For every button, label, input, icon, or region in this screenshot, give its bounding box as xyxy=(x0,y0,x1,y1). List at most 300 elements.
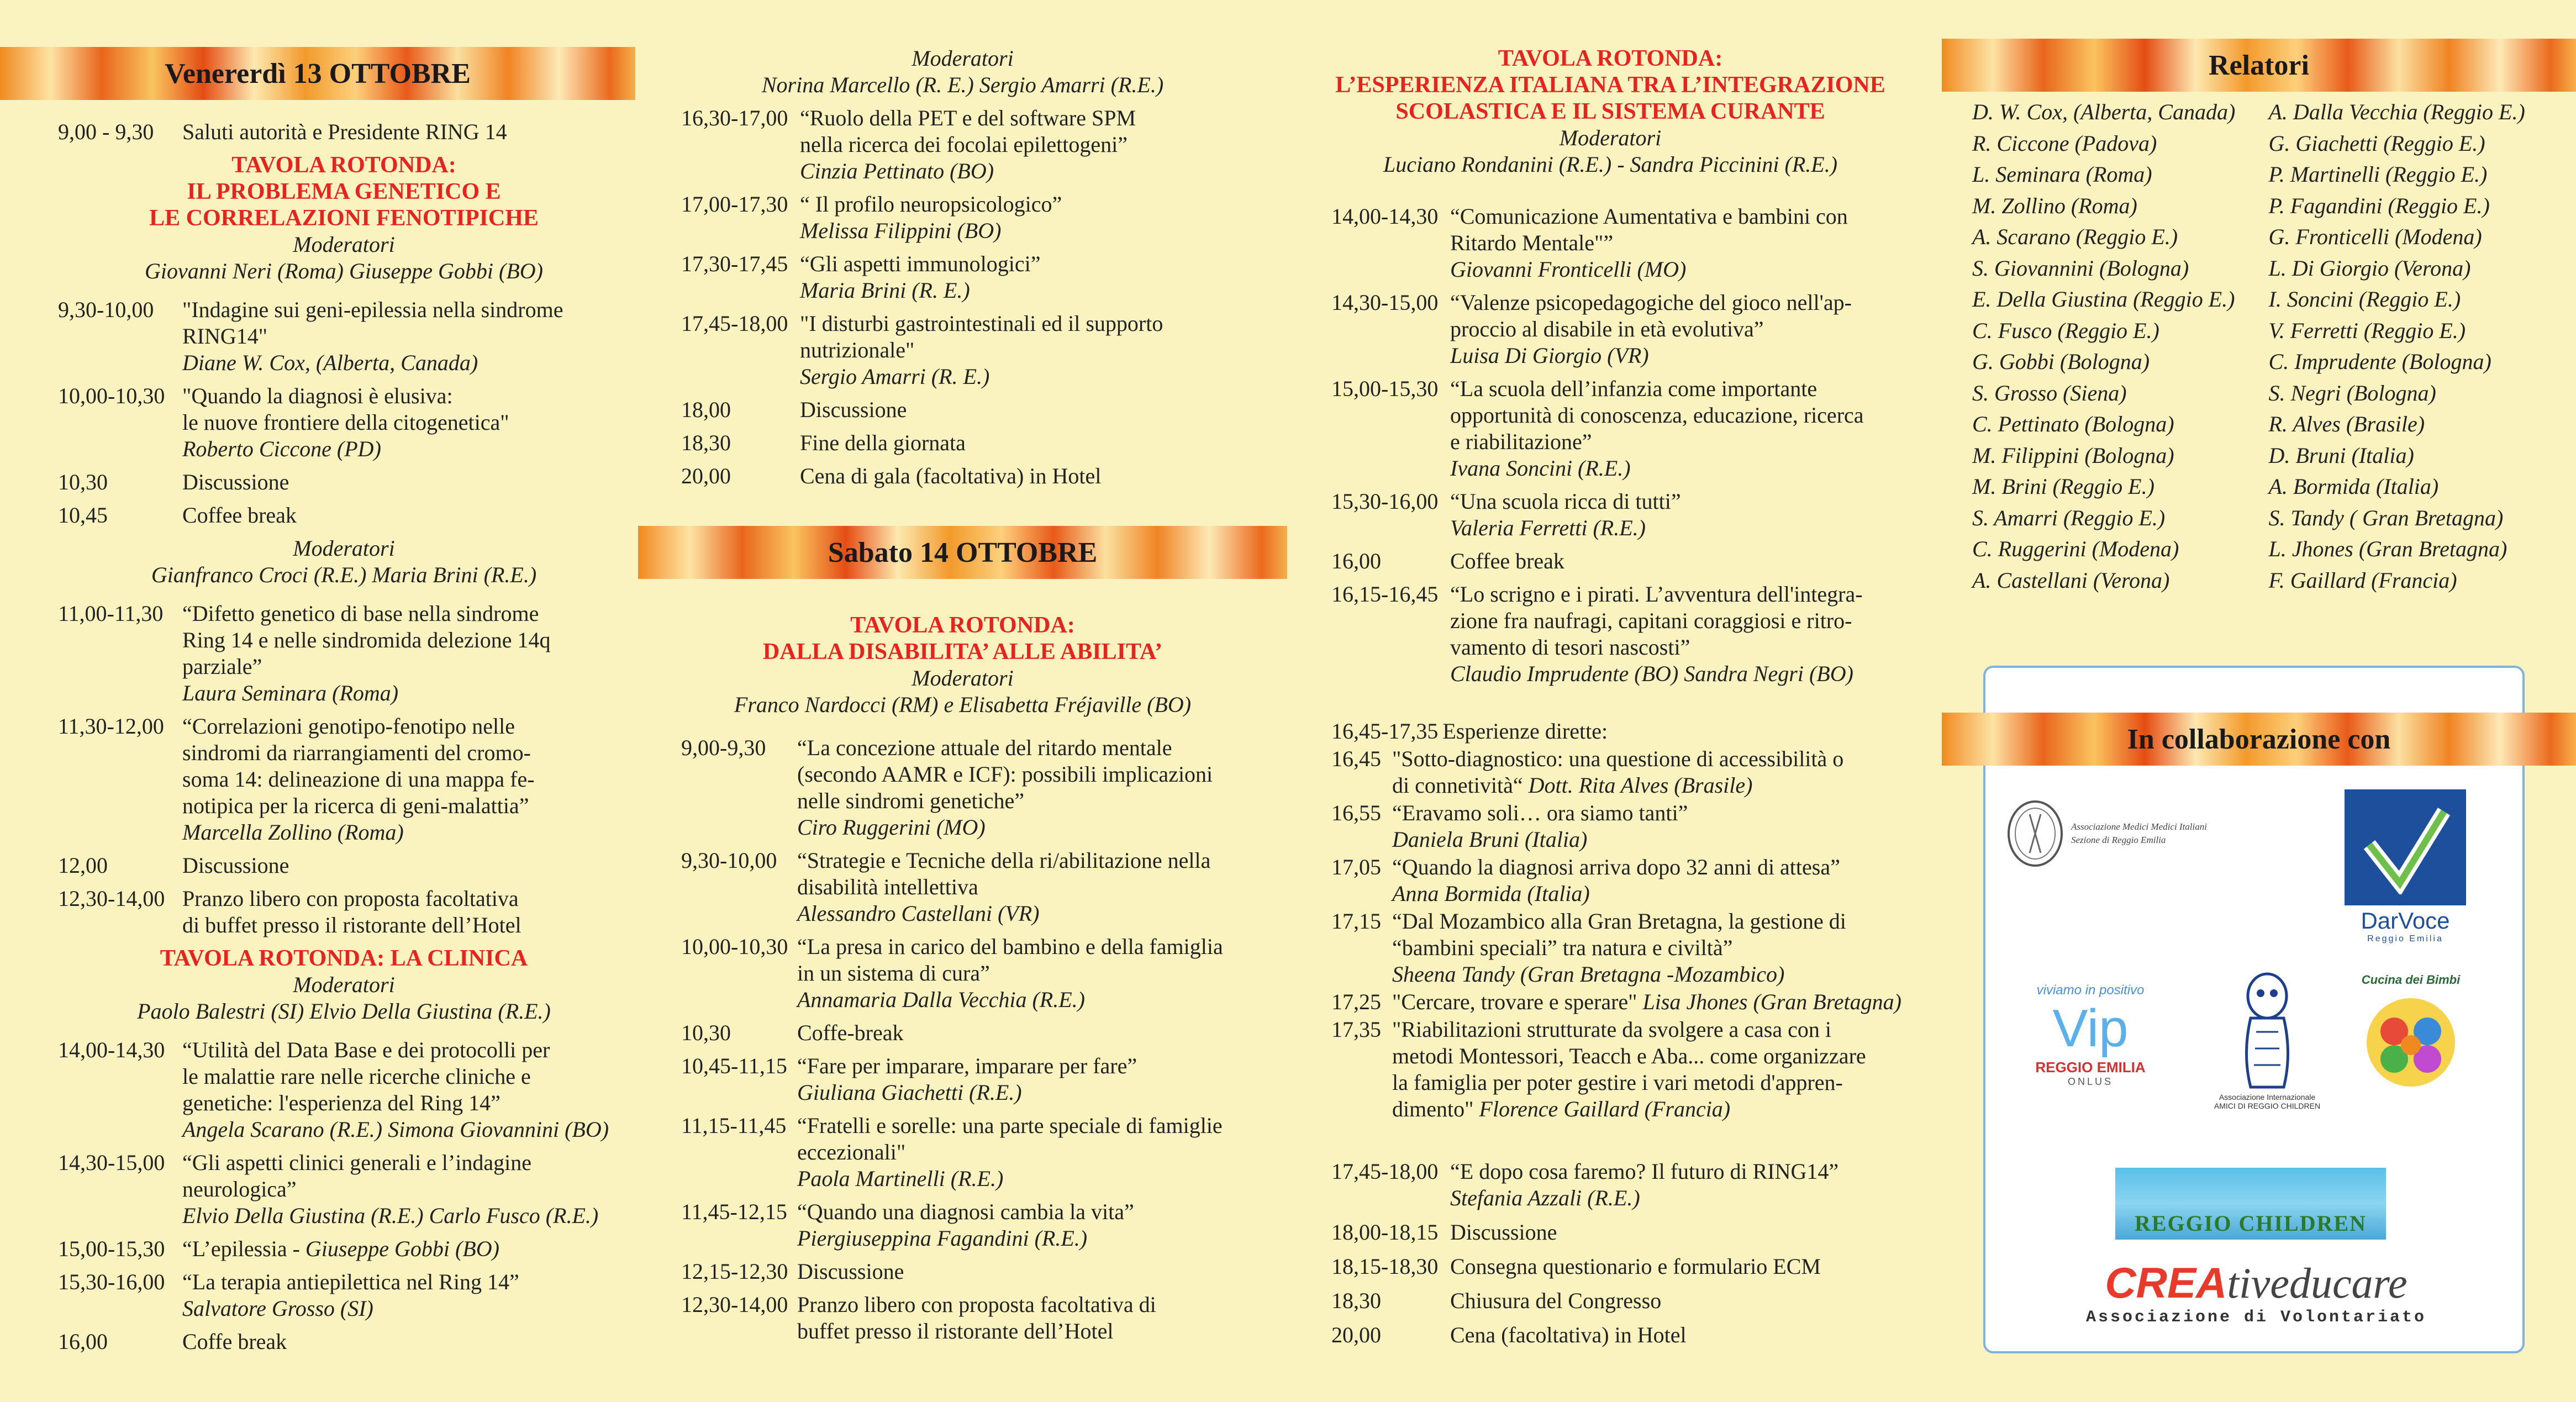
programme-item xyxy=(1331,746,1922,799)
relatore: F. Gaillard (Francia) xyxy=(2268,567,2457,593)
item-text-line: “La scuola dell’infanzia come importante xyxy=(1450,376,1818,401)
item-text-line: Discussione xyxy=(800,397,907,422)
moderators xyxy=(58,231,630,284)
programme-item xyxy=(58,297,630,376)
item-text-line: Discussione xyxy=(797,1259,904,1284)
programme-item xyxy=(1331,1219,1922,1246)
round-table-line: IL PROBLEMA GENETICO E xyxy=(187,179,501,204)
moderators-names: Norina Marcello (R. E.) Sergio Amarri (R.E.) xyxy=(761,72,1164,97)
item-speaker: Sergio Amarri (R. E.) xyxy=(800,364,990,389)
relatore: E. Della Giustina (Reggio E.) xyxy=(1972,287,2235,312)
item-time: 10,45 xyxy=(58,503,108,528)
item-content xyxy=(1450,488,1922,541)
item-time: 16,45 xyxy=(1331,746,1381,771)
relatore: G. Fronticelli (Modena) xyxy=(2268,224,2482,249)
cucina-circle-icon xyxy=(2356,987,2466,1098)
item-time: 11,30-12,00 xyxy=(58,714,164,739)
relatore: M. Filippini (Bologna) xyxy=(1972,442,2174,468)
item-time: 20,00 xyxy=(681,463,731,488)
round-table-line: LE CORRELAZIONI FENOTIPICHE xyxy=(149,205,539,231)
item-speaker: Melissa Filippini (BO) xyxy=(800,218,1002,243)
column-relatori xyxy=(1934,0,2576,1402)
relatore: A. Castellani (Verona) xyxy=(1972,567,2170,593)
relatore: D. W. Cox, (Alberta, Canada) xyxy=(1972,99,2236,124)
item-text-line: “Ruolo della PET e del software SPM xyxy=(800,106,1136,130)
item-speaker: Claudio Imprudente (BO) Sandra Negri (BO) xyxy=(1450,661,1853,686)
item-content xyxy=(182,469,630,496)
item-speaker: Ivana Soncini (R.E.) xyxy=(1450,456,1631,481)
item-text-line: RING14" xyxy=(182,324,268,349)
item-speaker: Elvio Della Giustina (R.E.) Carlo Fusco (R.E.) xyxy=(182,1203,599,1228)
item-speaker: Luisa Di Giorgio (VR) xyxy=(1450,343,1649,368)
item-speaker: Giuliana Giachetti (R.E.) xyxy=(797,1080,1022,1105)
relatore: S. Amarri (Reggio E.) xyxy=(1972,505,2166,530)
programme-item xyxy=(58,502,630,529)
item-time: 14,00-14,30 xyxy=(1331,204,1439,229)
item-speaker: Stefania Azzali (R.E.) xyxy=(1450,1185,1640,1210)
collaborazione-banner: In collaborazione con xyxy=(1942,713,2576,766)
item-text-line: Pranzo libero con proposta facoltativa xyxy=(182,886,519,911)
moderators-top xyxy=(638,45,1287,98)
programme-item xyxy=(58,852,630,879)
item-text-line: Pranzo libero con proposta facoltativa di xyxy=(797,1292,1156,1317)
item-time: 16,00 xyxy=(1331,549,1381,573)
logo-associazione-medici xyxy=(2005,789,2259,878)
relatore: A. Scarano (Reggio E.) xyxy=(1972,224,2178,249)
moderators-names: Giovanni Neri (Roma) Giuseppe Gobbi (BO) xyxy=(145,259,543,283)
item-text-line: Fine della giornata xyxy=(800,430,966,455)
item-content xyxy=(1392,1016,1922,1122)
relatore: G. Giachetti (Reggio E.) xyxy=(2268,130,2485,156)
item-speaker: Anna Bormida (Italia) xyxy=(1392,881,1590,906)
item-text-line: Coffe-break xyxy=(797,1020,904,1045)
item-text-line: “Comunicazione Aumentativa e bambini con xyxy=(1450,204,1848,229)
relatore: C. Pettinato (Bologna) xyxy=(1972,412,2174,436)
item-text-line: “Difetto genetico di base nella sindrome xyxy=(182,601,539,626)
item-text-line: la famiglia per poter gestire i vari metodi d'appren- xyxy=(1392,1070,1843,1095)
item-time: 16,55 xyxy=(1331,800,1381,825)
item-time: 9,30-10,00 xyxy=(681,848,777,873)
relatore: S. Tandy ( Gran Bretagna) xyxy=(2268,505,2504,530)
relatore: A. Dalla Vecchia (Reggio E.) xyxy=(2268,99,2525,124)
item-time: 16,30-17,00 xyxy=(681,106,788,130)
programme-item xyxy=(681,251,1276,304)
item-time: 18,30 xyxy=(681,430,731,455)
item-time: 17,25 xyxy=(1331,989,1381,1014)
cucina-name: Cucina dei Bimbi xyxy=(2361,973,2461,987)
item-time: 15,30-16,00 xyxy=(1331,489,1439,514)
item-text-line: eccezionali" xyxy=(797,1140,906,1164)
item-text-line: “Una scuola ricca di tutti” xyxy=(1450,489,1681,514)
programme-item xyxy=(58,600,630,707)
round-table-disabilita xyxy=(638,612,1287,718)
column-friday-afternoon-saturday xyxy=(638,0,1287,1402)
item-content xyxy=(797,1020,1276,1046)
relatore: C. Ruggerini (Modena) xyxy=(1972,536,2179,561)
item-speaker: Dott. Rita Alves (Brasile) xyxy=(1528,773,1753,798)
item-text-line: nutrizionale" xyxy=(800,338,915,362)
relatore: V. Ferretti (Reggio E.) xyxy=(2268,318,2466,343)
programme-item xyxy=(58,1037,630,1143)
programme-item xyxy=(681,191,1276,244)
item-content xyxy=(1450,581,1922,687)
relatore: M. Brini (Reggio E.) xyxy=(1972,474,2154,499)
item-text-line: (secondo AAMR e ICF): possibili implicazioni xyxy=(797,762,1213,787)
item-content xyxy=(182,713,630,846)
item-time: 14,00-14,30 xyxy=(58,1037,165,1062)
programme-item xyxy=(1331,800,1922,853)
item-text-line: Discussione xyxy=(182,853,289,878)
item-time: 18,00-18,15 xyxy=(1331,1220,1439,1245)
item-text-line: “Quando una diagnosi cambia la vita” xyxy=(797,1199,1134,1224)
item-time: 11,15-11,45 xyxy=(681,1113,787,1138)
column-saturday-afternoon xyxy=(1287,0,1934,1402)
item-time: 10,45-11,15 xyxy=(681,1053,787,1078)
item-text-line: nella ricerca dei focolai epilettogeni” xyxy=(800,132,1128,157)
item-time: 18,30 xyxy=(1331,1288,1381,1313)
programme-item xyxy=(681,934,1276,1013)
programme-item xyxy=(58,1269,630,1322)
item-content xyxy=(1392,908,1922,988)
moderators-label: Moderatori xyxy=(293,972,395,997)
item-text-line: di connetività“ Dott. Rita Alves (Brasile) xyxy=(1392,773,1753,798)
round-table-line: TAVOLA ROTONDA: xyxy=(850,613,1075,638)
item-text-line: Saluti autorità e Presidente RING 14 xyxy=(182,119,507,144)
item-text-line: “Gli aspetti clinici generali e l’indagine xyxy=(182,1150,531,1175)
moderators-label: Moderatori xyxy=(912,46,1014,71)
item-speaker: Sheena Tandy (Gran Bretagna -Mozambico) xyxy=(1392,962,1785,987)
item-speaker: Laura Seminara (Roma) xyxy=(182,681,399,705)
item-text-line: "Quando la diagnosi è elusiva: xyxy=(182,383,453,408)
relatori-list xyxy=(1972,97,2554,596)
item-text-line: "Cercare, trovare e sperare" Lisa Jhones (Gran Bretagna) xyxy=(1392,989,1901,1014)
item-text-line: “Gli aspetti immunologici” xyxy=(800,251,1041,276)
programme-item xyxy=(1331,1016,1922,1122)
item-speaker: Salvatore Grosso (SI) xyxy=(182,1296,373,1321)
programme-item xyxy=(681,463,1276,489)
item-speaker: Giovanni Fronticelli (MO) xyxy=(1450,257,1687,282)
friday-programme xyxy=(0,119,638,1362)
programme-item xyxy=(1331,1322,1922,1348)
item-content xyxy=(1392,800,1922,853)
collaboration-box xyxy=(1983,666,2525,1353)
item-text-line: “La presa in carico del bambino e della famiglia xyxy=(797,934,1223,959)
closing-programme xyxy=(1287,1158,1934,1356)
item-speaker: Alessandro Castellani (VR) xyxy=(797,901,1040,926)
round-table-line: DALLA DISABILITA’ ALLE ABILITA’ xyxy=(762,639,1163,665)
item-text-line: “Quando la diagnosi arriva dopo 32 anni di attesa” xyxy=(1392,855,1840,879)
item-content xyxy=(1450,203,1922,283)
item-time: 17,00-17,30 xyxy=(681,192,788,217)
item-text-line: “La terapia antiepilettica nel Ring 14” xyxy=(182,1269,519,1294)
darvoce-checkmark-icon xyxy=(2345,789,2466,905)
programme-item xyxy=(1331,289,1922,369)
programme-item xyxy=(681,105,1276,185)
item-time: 16,00 xyxy=(58,1329,108,1354)
item-speaker: Valeria Ferretti (R.E.) xyxy=(1450,515,1646,540)
item-content xyxy=(797,1199,1276,1252)
item-time: 17,30-17,45 xyxy=(681,251,788,276)
creativeducare-name: CREAtiveducare xyxy=(2105,1258,2408,1307)
item-speaker: Angela Scarano (R.E.) Simona Giovannini (BO) xyxy=(182,1117,609,1142)
item-time: 17,45-18,00 xyxy=(1331,1159,1439,1184)
column-friday xyxy=(0,0,638,1402)
round-table-line: TAVOLA ROTONDA: xyxy=(231,152,456,178)
item-time: 18,15-18,30 xyxy=(1331,1254,1439,1279)
programme-item xyxy=(1331,718,1922,745)
item-text-line: Coffe break xyxy=(182,1329,287,1354)
item-content xyxy=(182,852,630,879)
item-content xyxy=(1392,746,1922,799)
vip-name: Vip xyxy=(2052,999,2129,1058)
item-text-line: le nuove frontiere della citogenetica" xyxy=(182,410,509,435)
item-text-line: “Lo scrigno e i pirati. L’avventura dell'integra- xyxy=(1450,582,1863,607)
moderators-label: Moderatori xyxy=(912,666,1014,691)
item-speaker: Cinzia Pettinato (BO) xyxy=(800,159,994,183)
item-speaker: Daniela Bruni (Italia) xyxy=(1392,827,1588,852)
moderators-names: Gianfranco Croci (R.E.) Maria Brini (R.E.) xyxy=(151,562,537,587)
item-text-line: proccio al disabile in età evolutiva” xyxy=(1450,317,1764,341)
relatori-banner: Relatori xyxy=(1942,39,2576,92)
item-text-line: le malattie rare nelle ricerche cliniche e xyxy=(182,1064,531,1089)
programme-item xyxy=(1331,1158,1922,1211)
item-text-line: “E dopo cosa faremo? Il futuro di RING14” xyxy=(1450,1159,1839,1184)
relatore: C. Fusco (Reggio E.) xyxy=(1972,318,2159,343)
programme-item xyxy=(1331,488,1922,541)
day-banner-friday: Venererdì 13 OTTOBRE xyxy=(0,47,635,100)
programme-item xyxy=(681,735,1276,841)
programme-item xyxy=(58,1236,630,1262)
item-text-line: “Valenze psicopedagogiche del gioco nell'ap- xyxy=(1450,290,1852,315)
item-time: 17,05 xyxy=(1331,855,1381,879)
item-time: 9,00-9,30 xyxy=(681,735,766,760)
item-text-line: Chiusura del Congresso xyxy=(1450,1288,1662,1313)
item-speaker: Ciro Ruggerini (MO) xyxy=(797,815,986,840)
item-content xyxy=(800,430,1276,456)
item-content xyxy=(1392,854,1922,907)
relatore: I. Soncini (Reggio E.) xyxy=(2268,287,2461,312)
item-speaker: Marcella Zollino (Roma) xyxy=(182,820,404,845)
day-banner-saturday: Sabato 14 OTTOBRE xyxy=(638,526,1287,579)
relatore: R. Alves (Brasile) xyxy=(2268,412,2425,436)
relatore: A. Bormida (Italia) xyxy=(2268,474,2439,499)
item-content xyxy=(1450,1158,1922,1211)
programme-item xyxy=(1331,203,1922,283)
item-text-line: Consegna questionario e formulario ECM xyxy=(1450,1254,1821,1279)
item-time: 10,30 xyxy=(681,1020,731,1045)
moderators xyxy=(58,535,630,588)
medici-name: Associazione Medici Medici Italiani xyxy=(2071,821,2207,832)
item-text-line: Coffee break xyxy=(1450,549,1564,573)
saturday-programme xyxy=(638,735,1287,1351)
round-table-line: TAVOLA ROTONDA: xyxy=(1498,46,1723,71)
programme-item xyxy=(58,1329,630,1355)
programme-item xyxy=(681,1113,1276,1192)
item-time: 16,15-16,45 xyxy=(1331,582,1439,607)
item-text-line: di buffet presso il ristorante dell’Hotel xyxy=(182,913,521,937)
item-content xyxy=(182,1150,630,1229)
item-time: 12,15-12,30 xyxy=(681,1259,788,1284)
relatore: P. Martinelli (Reggio E.) xyxy=(2268,162,2488,187)
item-content xyxy=(800,310,1276,390)
item-text-line: Esperienze dirette: xyxy=(1442,719,1608,744)
item-text-line: genetiche: l'esperienza del Ring 14” xyxy=(182,1090,501,1115)
programme-item xyxy=(681,397,1276,423)
moderators-label: Moderatori xyxy=(293,232,395,257)
item-content xyxy=(182,297,630,376)
item-text-line: nelle sindromi genetiche” xyxy=(797,788,1024,813)
item-time: 16,45-17,35 xyxy=(1331,719,1439,744)
item-content xyxy=(1450,376,1922,482)
amici-line1: Associazione Internazionale xyxy=(2219,1093,2316,1101)
item-content xyxy=(1450,1288,1922,1314)
relatore: L. Jhones (Gran Bretagna) xyxy=(2268,536,2507,561)
item-text-line: notipica per la ricerca di geni-malattia” xyxy=(182,793,529,818)
item-text-line: Discussione xyxy=(182,470,289,494)
logo-reggio-children xyxy=(2113,1165,2389,1242)
relatore: R. Ciccone (Padova) xyxy=(1972,130,2157,156)
item-text-line: “Utilità del Data Base e dei protocolli per xyxy=(182,1037,550,1062)
item-content xyxy=(182,1269,630,1322)
reggio-children-name: REGGIO CHILDREN xyxy=(2134,1211,2367,1236)
friday-afternoon-programme xyxy=(638,105,1287,496)
item-text-line: "Indagine sui geni-epilessia nella sindrome xyxy=(182,297,563,322)
item-text-line: in un sistema di cura” xyxy=(797,961,990,985)
item-time: 10,30 xyxy=(58,470,108,494)
item-content xyxy=(797,1113,1276,1192)
item-content xyxy=(182,119,630,145)
item-content xyxy=(1450,1219,1922,1246)
relatore: G. Gobbi (Bologna) xyxy=(1972,349,2150,374)
item-time: 14,30-15,00 xyxy=(1331,290,1439,315)
item-speaker: Paola Martinelli (R.E.) xyxy=(797,1166,1004,1191)
item-content xyxy=(797,1292,1276,1345)
programme-item xyxy=(681,1199,1276,1252)
item-text-line: buffet presso il ristorante dell’Hotel xyxy=(797,1319,1114,1343)
item-content xyxy=(1392,989,1922,1015)
round-table-line: L’ESPERIENZA ITALIANA TRA L’INTEGRAZIONE xyxy=(1335,72,1885,98)
item-content xyxy=(797,847,1276,927)
item-speaker: Diane W. Cox, (Alberta, Canada) xyxy=(182,350,478,375)
item-text-line: “Eravamo soli… ora siamo tanti” xyxy=(1392,800,1688,825)
item-content xyxy=(1450,289,1922,369)
vip-arc-text: viviamo in positivo xyxy=(2036,983,2145,998)
programme-item xyxy=(1331,548,1922,574)
creativeducare-sub: Associazione di Volontariato xyxy=(2085,1308,2427,1327)
round-table-title xyxy=(58,152,630,231)
item-time: 14,30-15,00 xyxy=(58,1150,165,1175)
item-text-line: “Fare per imparare, imparare per fare” xyxy=(797,1053,1137,1078)
programme-item xyxy=(681,1292,1276,1345)
item-text-line: “bambini speciali” tra natura e civiltà” xyxy=(1392,935,1733,960)
programme-item xyxy=(681,430,1276,456)
relatore: L. Seminara (Roma) xyxy=(1972,162,2152,187)
item-text-line: e riabilitazione” xyxy=(1450,429,1592,454)
programme-item xyxy=(1331,989,1922,1015)
item-content xyxy=(182,502,630,529)
darvoce-name: DarVoce xyxy=(2361,908,2450,934)
programme-item xyxy=(681,847,1276,927)
moderators-names: Franco Nardocci (RM) e Elisabetta Fréjaville (BO) xyxy=(734,692,1192,717)
programme-item xyxy=(1331,1288,1922,1314)
esperienze-dirette xyxy=(1287,718,1934,1124)
vip-city: REGGIO EMILIA xyxy=(2035,1059,2146,1076)
amici-figure-icon xyxy=(2234,971,2300,1093)
item-time: 10,00-10,30 xyxy=(58,383,165,408)
logo-amici-reggio-children xyxy=(2195,961,2339,1121)
relatore: S. Grosso (Siena) xyxy=(1972,380,2127,405)
item-content xyxy=(182,600,630,707)
item-content xyxy=(797,735,1276,841)
medici-section: Sezione di Reggio Emilia xyxy=(2071,835,2166,845)
reggio-children-banner-icon xyxy=(2115,1168,2386,1240)
item-speaker: Piergiuseppina Fagandini (R.E.) xyxy=(797,1226,1088,1251)
logo-cucina-dei-bimbi xyxy=(2345,966,2477,1104)
item-text-line: soma 14: delineazione di una mappa fe- xyxy=(182,767,535,792)
programme-item xyxy=(58,383,630,462)
item-time: 11,00-11,30 xyxy=(58,601,164,626)
moderators-names: Paolo Balestri (SI) Elvio Della Giustina (R.E.) xyxy=(137,999,551,1024)
programme-item xyxy=(58,469,630,496)
item-content xyxy=(797,934,1276,1013)
item-speaker: Giuseppe Gobbi (BO) xyxy=(305,1236,499,1261)
programme-item xyxy=(58,119,630,145)
programme-item xyxy=(58,1150,630,1229)
programme-item xyxy=(1331,1253,1922,1280)
item-text-line: “Correlazioni genotipo-fenotipo nelle xyxy=(182,714,515,739)
item-text-line: disabilità intellettiva xyxy=(797,874,978,899)
item-text-line: vamento di tesori nascosti” xyxy=(1450,635,1690,660)
programme-item xyxy=(1331,854,1922,907)
darvoce-sub: Reggio Emilia xyxy=(2367,934,2443,944)
item-text-line: dimento" Florence Gaillard (Francia) xyxy=(1392,1097,1731,1121)
item-speaker: Florence Gaillard (Francia) xyxy=(1479,1097,1731,1121)
logo-vip xyxy=(2013,955,2168,1115)
item-content xyxy=(182,1236,630,1262)
programme-item xyxy=(58,713,630,846)
programme-item xyxy=(1331,376,1922,482)
item-time: 15,00-15,30 xyxy=(1331,376,1439,401)
item-time: 12,30-14,00 xyxy=(681,1292,788,1317)
item-content xyxy=(797,1053,1276,1106)
item-text-line: Coffee break xyxy=(182,503,297,528)
item-text-line: "Riabilitazioni strutturate da svolgere a casa con i xyxy=(1392,1017,1831,1042)
item-time: 15,30-16,00 xyxy=(58,1269,165,1294)
item-text-line: “Dal Mozambico alla Gran Bretagna, la gestione di xyxy=(1392,909,1846,934)
item-time: 9,30-10,00 xyxy=(58,297,154,322)
item-text-line: Cena di gala (facoltativa) in Hotel xyxy=(800,463,1102,488)
item-speaker: Roberto Ciccone (PD) xyxy=(182,436,381,461)
item-content xyxy=(800,397,1276,423)
amici-line2: AMICI DI REGGIO CHILDREN xyxy=(2214,1101,2321,1110)
programme-item xyxy=(681,1020,1276,1046)
item-text-line: Cena (facoltativa) in Hotel xyxy=(1450,1322,1687,1347)
item-time: 17,15 xyxy=(1331,909,1381,934)
item-time: 11,45-12,15 xyxy=(681,1199,787,1224)
item-text-line: sindromi da riarrangiamenti del cromo- xyxy=(182,740,531,765)
item-time: 10,00-10,30 xyxy=(681,934,788,959)
item-text-line: Ring 14 e nelle sindromida delezione 14q xyxy=(182,628,551,652)
item-text-line: “ Il profilo neuropsicologico” xyxy=(800,192,1062,217)
item-content xyxy=(800,463,1276,489)
item-text-line: opportunità di conoscenza, educazione, ricerca xyxy=(1450,403,1864,428)
logo-darvoce xyxy=(2339,784,2472,950)
programme-item xyxy=(681,1053,1276,1106)
item-text-line: zione fra naufragi, capitani coraggiosi e ritro- xyxy=(1450,608,1852,633)
item-time: 17,45-18,00 xyxy=(681,311,788,336)
item-content xyxy=(182,886,630,939)
programme-item xyxy=(1331,581,1922,687)
